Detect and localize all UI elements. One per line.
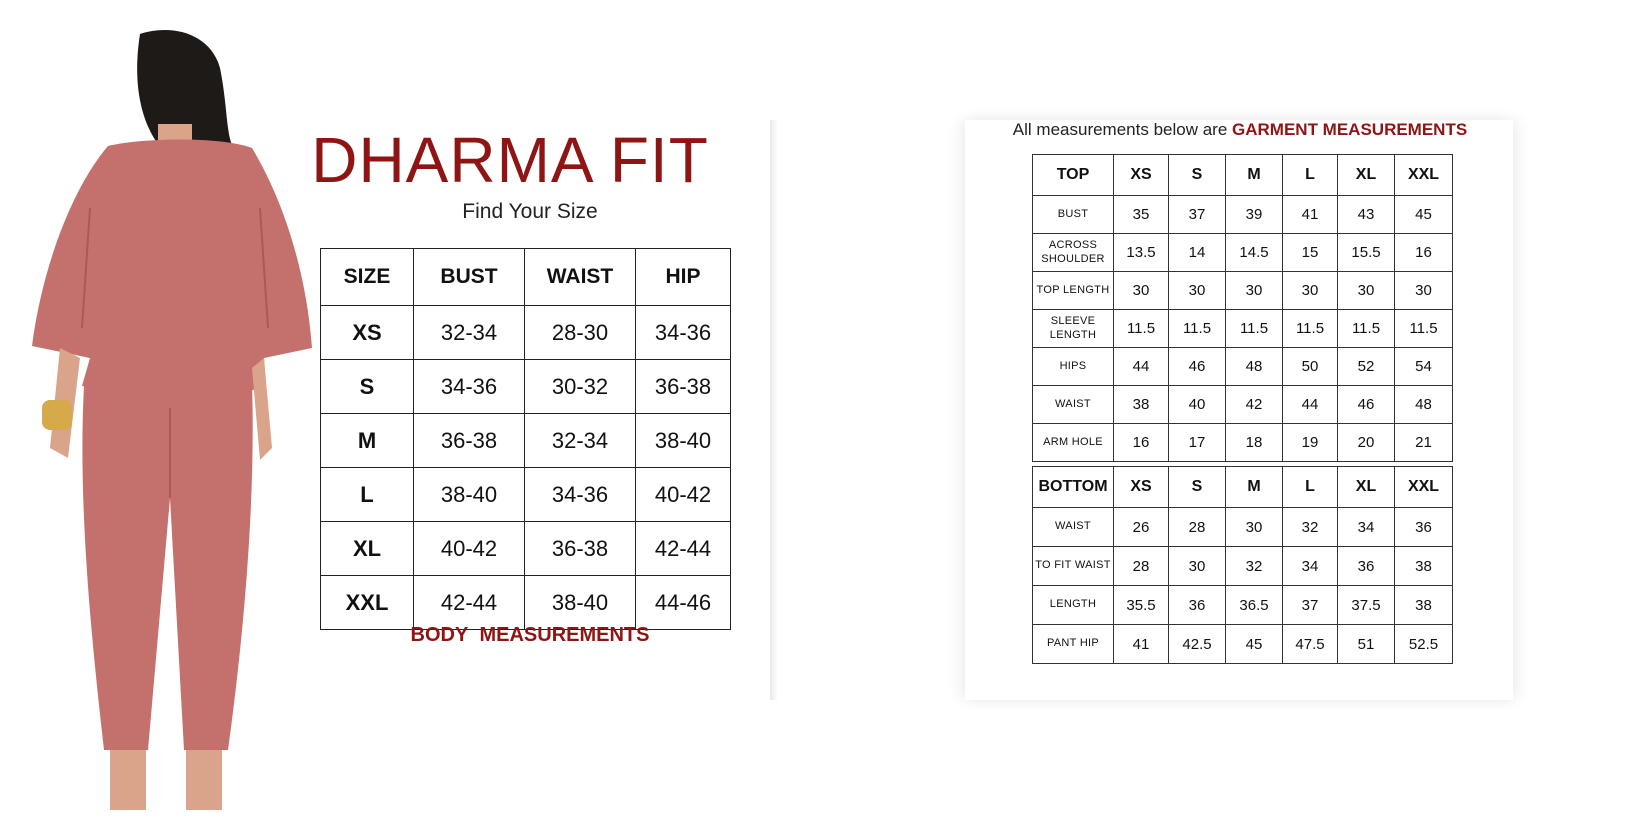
table-cell: 39 xyxy=(1226,196,1283,234)
bottom-garment-table xyxy=(1032,466,1453,664)
size-cell: XS xyxy=(321,306,414,360)
table-cell: 34 xyxy=(1338,508,1395,547)
size-cell: L xyxy=(321,468,414,522)
row-label: HIPS xyxy=(1033,348,1114,386)
table-cell: 42.5 xyxy=(1169,625,1226,664)
table-cell: 30-32 xyxy=(525,360,636,414)
table-row xyxy=(321,522,731,576)
row-label: WAIST xyxy=(1033,508,1114,547)
table-cell: 36 xyxy=(1395,508,1453,547)
table-header-row xyxy=(1033,155,1453,196)
table-cell: 46 xyxy=(1338,386,1395,424)
table-cell: 54 xyxy=(1395,348,1453,386)
table-cell: 44-46 xyxy=(636,576,731,630)
table-row xyxy=(1033,386,1453,424)
table-cell: 52 xyxy=(1338,348,1395,386)
table-cell: 32 xyxy=(1283,508,1338,547)
table-cell: 18 xyxy=(1226,424,1283,462)
header-s: S xyxy=(1169,155,1226,196)
table-cell: 38 xyxy=(1114,386,1169,424)
table-cell: 38 xyxy=(1395,547,1453,586)
table-row xyxy=(1033,508,1453,547)
table-cell: 38-40 xyxy=(525,576,636,630)
table-cell: 11.5 xyxy=(1395,310,1453,348)
header-m: M xyxy=(1226,155,1283,196)
header-xxl: XXL xyxy=(1395,467,1453,508)
table-row xyxy=(1033,547,1453,586)
table-cell: 37 xyxy=(1169,196,1226,234)
table-cell: 34 xyxy=(1283,547,1338,586)
table-cell: 43 xyxy=(1338,196,1395,234)
top-garment-table xyxy=(1032,154,1453,462)
header-xxl: XXL xyxy=(1395,155,1453,196)
table-cell: 11.5 xyxy=(1169,310,1226,348)
table-row xyxy=(1033,196,1453,234)
table-cell: 28 xyxy=(1169,508,1226,547)
table-cell: 36 xyxy=(1338,547,1395,586)
table-cell: 42 xyxy=(1226,386,1283,424)
table-row xyxy=(1033,424,1453,462)
table-cell: 36-38 xyxy=(414,414,525,468)
table-cell: 51 xyxy=(1338,625,1395,664)
table-cell: 42-44 xyxy=(414,576,525,630)
table-row xyxy=(1033,272,1453,310)
table-cell: 36-38 xyxy=(525,522,636,576)
table-cell: 26 xyxy=(1114,508,1169,547)
table-cell: 32-34 xyxy=(414,306,525,360)
table-cell: 20 xyxy=(1338,424,1395,462)
header-xs: XS xyxy=(1114,467,1169,508)
table-cell: 37 xyxy=(1283,586,1338,625)
table-cell: 38 xyxy=(1395,586,1453,625)
table-row xyxy=(1033,310,1453,348)
table-cell: 11.5 xyxy=(1338,310,1395,348)
brand-title: DHARMA FIT xyxy=(311,124,709,196)
model-right-arm xyxy=(252,358,272,460)
table-cell: 42-44 xyxy=(636,522,731,576)
table-row xyxy=(321,414,731,468)
table-cell: 30 xyxy=(1226,508,1283,547)
row-label: ACROSS SHOULDER xyxy=(1033,234,1114,272)
table-cell: 35 xyxy=(1114,196,1169,234)
garment-note xyxy=(985,120,1495,140)
table-header-row xyxy=(1033,467,1453,508)
header-xl: XL xyxy=(1338,467,1395,508)
row-label: ARM HOLE xyxy=(1033,424,1114,462)
brand-subtitle: Find Your Size xyxy=(462,200,598,223)
table-cell: 15 xyxy=(1283,234,1338,272)
header-hip: HIP xyxy=(636,249,731,306)
garment-note-highlight: GARMENT MEASUREMENTS xyxy=(1232,120,1468,139)
size-cell: S xyxy=(321,360,414,414)
table-cell: 30 xyxy=(1114,272,1169,310)
row-label: LENGTH xyxy=(1033,586,1114,625)
table-cell: 32 xyxy=(1226,547,1283,586)
table-row xyxy=(1033,348,1453,386)
header-l: L xyxy=(1283,467,1338,508)
table-cell: 30 xyxy=(1338,272,1395,310)
size-cell: M xyxy=(321,414,414,468)
row-label: PANT HIP xyxy=(1033,625,1114,664)
table-cell: 40-42 xyxy=(414,522,525,576)
table-cell: 13.5 xyxy=(1114,234,1169,272)
header-top: TOP xyxy=(1033,155,1114,196)
table-header-row xyxy=(321,249,731,306)
table-cell: 17 xyxy=(1169,424,1226,462)
table-row xyxy=(321,468,731,522)
size-cell: XL xyxy=(321,522,414,576)
table-cell: 19 xyxy=(1283,424,1338,462)
row-label: TOP LENGTH xyxy=(1033,272,1114,310)
table-cell: 16 xyxy=(1395,234,1453,272)
table-row xyxy=(321,576,731,630)
table-cell: 46 xyxy=(1169,348,1226,386)
table-cell: 34-36 xyxy=(414,360,525,414)
table-cell: 48 xyxy=(1226,348,1283,386)
body-measurements-caption: BODY MEASUREMENTS xyxy=(410,624,650,646)
table-cell: 30 xyxy=(1283,272,1338,310)
header-bottom: BOTTOM xyxy=(1033,467,1114,508)
model-illustration xyxy=(20,28,340,820)
table-cell: 14.5 xyxy=(1226,234,1283,272)
table-cell: 45 xyxy=(1226,625,1283,664)
row-label: WAIST xyxy=(1033,386,1114,424)
table-cell: 30 xyxy=(1395,272,1453,310)
table-cell: 15.5 xyxy=(1338,234,1395,272)
table-row xyxy=(321,306,731,360)
table-row xyxy=(1033,234,1453,272)
table-cell: 28 xyxy=(1114,547,1169,586)
header-xs: XS xyxy=(1114,155,1169,196)
table-cell: 34-36 xyxy=(636,306,731,360)
header-waist: WAIST xyxy=(525,249,636,306)
header-bust: BUST xyxy=(414,249,525,306)
table-cell: 48 xyxy=(1395,386,1453,424)
table-cell: 37.5 xyxy=(1338,586,1395,625)
table-cell: 36.5 xyxy=(1226,586,1283,625)
model-bracelet xyxy=(42,400,72,430)
table-row xyxy=(321,360,731,414)
header-s: S xyxy=(1169,467,1226,508)
table-cell: 14 xyxy=(1169,234,1226,272)
table-cell: 35.5 xyxy=(1114,586,1169,625)
header-size: SIZE xyxy=(321,249,414,306)
table-cell: 30 xyxy=(1226,272,1283,310)
row-label: SLEEVE LENGTH xyxy=(1033,310,1114,348)
table-cell: 52.5 xyxy=(1395,625,1453,664)
table-cell: 11.5 xyxy=(1114,310,1169,348)
table-cell: 45 xyxy=(1395,196,1453,234)
body-measurements-table xyxy=(320,248,731,630)
table-row xyxy=(1033,625,1453,664)
table-cell: 11.5 xyxy=(1283,310,1338,348)
table-cell: 50 xyxy=(1283,348,1338,386)
table-row xyxy=(1033,586,1453,625)
header-xl: XL xyxy=(1338,155,1395,196)
table-cell: 47.5 xyxy=(1283,625,1338,664)
table-cell: 11.5 xyxy=(1226,310,1283,348)
header-m: M xyxy=(1226,467,1283,508)
row-label: TO FIT WAIST xyxy=(1033,547,1114,586)
table-cell: 30 xyxy=(1169,272,1226,310)
table-cell: 30 xyxy=(1169,547,1226,586)
row-label: BUST xyxy=(1033,196,1114,234)
model-pants xyxy=(82,384,252,750)
table-cell: 44 xyxy=(1114,348,1169,386)
panel-divider xyxy=(770,120,778,700)
table-cell: 34-36 xyxy=(525,468,636,522)
table-cell: 16 xyxy=(1114,424,1169,462)
table-cell: 21 xyxy=(1395,424,1453,462)
table-cell: 40-42 xyxy=(636,468,731,522)
table-cell: 36-38 xyxy=(636,360,731,414)
table-cell: 28-30 xyxy=(525,306,636,360)
table-cell: 41 xyxy=(1114,625,1169,664)
table-cell: 36 xyxy=(1169,586,1226,625)
header-l: L xyxy=(1283,155,1338,196)
table-cell: 38-40 xyxy=(414,468,525,522)
table-cell: 38-40 xyxy=(636,414,731,468)
table-cell: 44 xyxy=(1283,386,1338,424)
size-cell: XXL xyxy=(321,576,414,630)
table-cell: 32-34 xyxy=(525,414,636,468)
table-cell: 41 xyxy=(1283,196,1338,234)
garment-note-prefix: All measurements below are xyxy=(1012,120,1233,139)
table-cell: 40 xyxy=(1169,386,1226,424)
